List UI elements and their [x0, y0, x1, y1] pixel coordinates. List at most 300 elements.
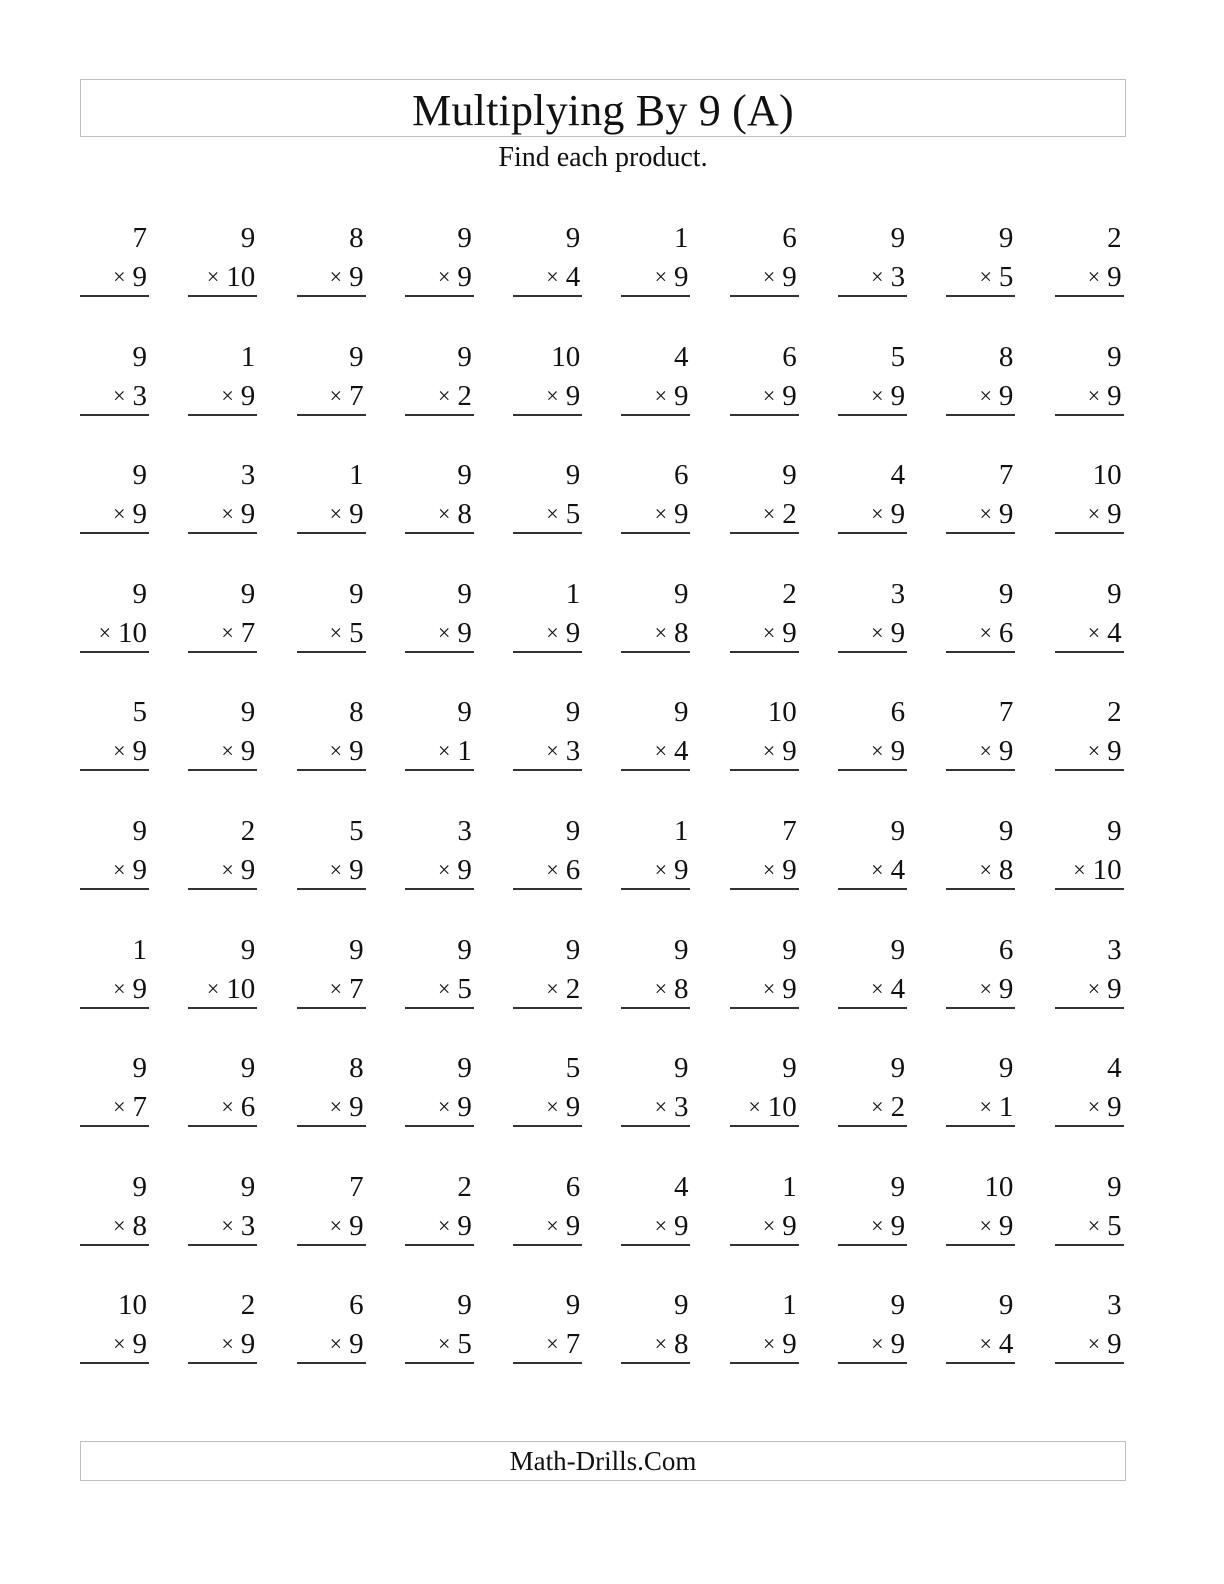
- multiplier: 9: [890, 498, 906, 531]
- multiplier: 9: [1107, 379, 1122, 412]
- answer-line: [513, 1244, 582, 1246]
- multiplicand: 6: [890, 696, 906, 729]
- multiplicand: 6: [565, 1170, 581, 1203]
- multiplier-line: [438, 1093, 472, 1122]
- multiply-sign-icon: ×: [437, 1094, 451, 1120]
- multiplicand: 9: [890, 1170, 906, 1203]
- multiplicand: 2: [457, 1170, 472, 1203]
- problem-item: [1055, 692, 1124, 810]
- problem-item: [621, 455, 690, 573]
- multiplicand: 1: [240, 340, 256, 373]
- answer-line: [297, 888, 366, 890]
- multiplicand: 9: [240, 577, 256, 610]
- multiplier-line: [748, 1093, 796, 1122]
- multiplier-line: [979, 1093, 1013, 1122]
- multiply-sign-icon: ×: [437, 1212, 451, 1238]
- answer-line: [297, 1125, 366, 1127]
- answer-line: [513, 295, 582, 297]
- multiplier-line: [546, 737, 580, 766]
- multiply-sign-icon: ×: [329, 738, 343, 764]
- multiplier: 9: [998, 379, 1014, 412]
- answer-line: [1055, 1362, 1124, 1364]
- multiply-sign-icon: ×: [762, 264, 776, 289]
- answer-line: [297, 651, 366, 653]
- answer-line: [946, 1244, 1015, 1246]
- multiply-sign-icon: ×: [1087, 501, 1101, 527]
- answer-line: [730, 888, 799, 890]
- multiplier: 9: [565, 1209, 581, 1242]
- multiplicand: 9: [890, 933, 906, 966]
- problem-item: [730, 574, 799, 692]
- multiply-sign-icon: ×: [1087, 1212, 1101, 1238]
- problem-item: [730, 930, 799, 1048]
- multiplier: 9: [1107, 261, 1122, 293]
- answer-line: [80, 414, 149, 416]
- multiplicand: 9: [890, 814, 906, 847]
- multiplier-line: [1087, 379, 1122, 412]
- answer-line: [621, 1362, 690, 1364]
- multiplicand: 9: [890, 222, 906, 254]
- multiplier-line: [329, 379, 364, 412]
- multiplier-line: [655, 1093, 689, 1122]
- multiplier-line: [330, 1330, 364, 1359]
- problem-item: [621, 1167, 690, 1285]
- problem-item: [297, 1048, 366, 1166]
- multiplier: 5: [998, 261, 1014, 293]
- multiplier: 9: [132, 261, 147, 293]
- multiply-sign-icon: ×: [113, 382, 126, 408]
- multiplier: 9: [998, 735, 1014, 768]
- multiplicand: 2: [1107, 222, 1122, 254]
- multiplier: 9: [673, 853, 689, 886]
- answer-line: [838, 295, 907, 297]
- multiplicand: 9: [565, 222, 581, 254]
- multiplier: 7: [349, 972, 364, 1005]
- multiply-sign-icon: ×: [871, 856, 884, 882]
- multiplier: 5: [1107, 1209, 1122, 1242]
- multiplier: 9: [782, 735, 797, 768]
- answer-line: [405, 651, 474, 653]
- problem-item: [1055, 218, 1124, 336]
- multiplicand: 1: [132, 933, 147, 966]
- multiplier: 3: [673, 1091, 689, 1124]
- multiplicand: 9: [1107, 814, 1122, 847]
- problem-item: [405, 574, 474, 692]
- multiplier-line: [207, 263, 255, 292]
- problem-item: [188, 1285, 257, 1403]
- multiplier-line: [654, 616, 689, 649]
- multiplier: 3: [565, 735, 581, 768]
- problem-item: [838, 1048, 907, 1166]
- multiplier: 9: [565, 616, 581, 649]
- multiplier: 8: [673, 1328, 689, 1361]
- answer-line: [513, 888, 582, 890]
- answer-line: [405, 1362, 474, 1364]
- multiplicand: 10: [984, 1170, 1014, 1203]
- problem-item: [946, 811, 1015, 929]
- multiply-sign-icon: ×: [762, 501, 776, 527]
- multiplier: 9: [998, 1209, 1014, 1242]
- answer-line: [838, 651, 907, 653]
- answer-line: [188, 1125, 257, 1127]
- multiplicand: 9: [349, 933, 364, 966]
- problem-item: [621, 337, 690, 455]
- multiply-sign-icon: ×: [871, 1212, 884, 1238]
- multiplicand: 1: [673, 814, 689, 847]
- multiply-sign-icon: ×: [113, 856, 126, 882]
- multiplicand: 9: [457, 577, 472, 610]
- answer-line: [730, 295, 799, 297]
- multiplier: 9: [349, 1328, 364, 1361]
- multiply-sign-icon: ×: [871, 1094, 884, 1120]
- multiply-sign-icon: ×: [437, 975, 451, 1001]
- problem-item: [730, 337, 799, 455]
- multiplicand: 9: [998, 222, 1014, 254]
- problem-item: [838, 692, 907, 810]
- multiply-sign-icon: ×: [871, 264, 884, 289]
- multiplicand: 8: [349, 222, 364, 254]
- title-box: [80, 79, 1126, 137]
- multiplier-line: [979, 263, 1013, 292]
- answer-line: [405, 888, 474, 890]
- multiplier-line: [546, 263, 580, 292]
- multiplicand: 1: [782, 1170, 797, 1203]
- multiply-sign-icon: ×: [979, 501, 992, 527]
- answer-line: [80, 769, 149, 771]
- multiplier-line: [655, 737, 689, 766]
- multiplier-line: [979, 737, 1013, 766]
- multiply-sign-icon: ×: [437, 738, 451, 764]
- multiply-sign-icon: ×: [979, 1331, 992, 1357]
- answer-line: [188, 1007, 257, 1009]
- multiplier-line: [329, 1209, 364, 1242]
- answer-line: [188, 769, 257, 771]
- multiplier: 9: [782, 972, 797, 1005]
- multiplier-line: [113, 1330, 147, 1359]
- multiplier-line: [437, 972, 472, 1005]
- answer-line: [405, 769, 474, 771]
- multiplier: 9: [132, 853, 147, 886]
- multiply-sign-icon: ×: [546, 856, 559, 882]
- multiply-sign-icon: ×: [979, 975, 992, 1001]
- problem-item: [297, 218, 366, 336]
- multiplicand: 9: [457, 696, 472, 729]
- multiplicand: 9: [673, 577, 689, 610]
- multiplicand: 1: [782, 1289, 797, 1322]
- multiplier-line: [113, 263, 147, 292]
- multiplicand: 9: [132, 340, 147, 373]
- problem-item: [513, 811, 582, 929]
- problem-item: [297, 1167, 366, 1285]
- multiply-sign-icon: ×: [221, 1094, 234, 1120]
- multiplier: 9: [349, 1209, 364, 1242]
- problem-item: [513, 1285, 582, 1403]
- problem-item: [621, 1285, 690, 1403]
- multiplicand: 3: [1107, 1289, 1122, 1322]
- answer-line: [838, 1244, 907, 1246]
- multiplier: 4: [890, 853, 906, 886]
- problem-item: [621, 811, 690, 929]
- multiplier: 10: [118, 616, 147, 649]
- problem-item: [946, 1167, 1015, 1285]
- multiplier: 9: [1107, 972, 1122, 1005]
- multiply-sign-icon: ×: [762, 975, 776, 1001]
- answer-line: [621, 1007, 690, 1009]
- answer-line: [621, 651, 690, 653]
- multiplier-line: [113, 853, 147, 886]
- answer-line: [1055, 295, 1124, 297]
- answer-line: [621, 295, 690, 297]
- multiplier: 3: [132, 379, 147, 412]
- multiply-sign-icon: ×: [871, 738, 884, 764]
- multiplier-line: [438, 737, 472, 766]
- multiplicand: 9: [132, 459, 147, 492]
- multiplicand: 2: [782, 577, 797, 610]
- answer-line: [946, 769, 1015, 771]
- multiply-sign-icon: ×: [437, 501, 451, 527]
- multiplicand: 9: [673, 1289, 689, 1322]
- multiplicand: 9: [565, 814, 581, 847]
- multiplier: 9: [132, 735, 147, 768]
- multiplier-line: [979, 972, 1014, 1005]
- multiply-sign-icon: ×: [762, 738, 776, 764]
- multiplier: 9: [457, 853, 472, 886]
- multiplier-line: [1088, 1093, 1122, 1122]
- answer-line: [1055, 532, 1124, 534]
- multiplier-line: [1088, 1330, 1122, 1359]
- answer-line: [946, 1125, 1015, 1127]
- multiply-sign-icon: ×: [1087, 1094, 1101, 1120]
- problem-item: [297, 337, 366, 455]
- answer-line: [838, 1362, 907, 1364]
- answer-line: [405, 1244, 474, 1246]
- multiplier: 9: [782, 1328, 797, 1361]
- problem-item: [80, 455, 149, 573]
- multiplier-line: [763, 1330, 797, 1359]
- problem-item: [405, 1048, 474, 1166]
- problem-item: [946, 337, 1015, 455]
- multiplier-line: [1087, 1209, 1122, 1242]
- multiplier: 1: [457, 735, 472, 768]
- problem-item: [1055, 930, 1124, 1048]
- problem-item: [946, 1285, 1015, 1403]
- multiply-sign-icon: ×: [437, 1331, 451, 1357]
- multiplier-line: [330, 737, 364, 766]
- problem-item: [188, 218, 257, 336]
- multiplier-line: [113, 500, 147, 529]
- problem-item: [1055, 574, 1124, 692]
- problem-item: [838, 574, 907, 692]
- multiply-sign-icon: ×: [437, 619, 451, 645]
- problem-item: [80, 218, 149, 336]
- multiplicand: 4: [673, 1170, 689, 1203]
- multiplier-line: [113, 1209, 147, 1242]
- multiplicand: 9: [240, 1170, 256, 1203]
- answer-line: [513, 1007, 582, 1009]
- multiplier-line: [546, 1330, 580, 1359]
- page-title: Multiplying By 9 (A): [412, 86, 794, 135]
- multiply-sign-icon: ×: [748, 1094, 761, 1120]
- answer-line: [513, 414, 582, 416]
- answer-line: [513, 769, 582, 771]
- answer-line: [297, 1362, 366, 1364]
- answer-line: [188, 532, 257, 534]
- multiplier-line: [979, 379, 1014, 412]
- answer-line: [513, 1362, 582, 1364]
- multiplicand: 5: [890, 340, 906, 373]
- problem-item: [80, 1285, 149, 1403]
- multiply-sign-icon: ×: [546, 619, 559, 645]
- multiplicand: 10: [1092, 459, 1122, 492]
- problem-item: [188, 337, 257, 455]
- multiply-sign-icon: ×: [762, 382, 776, 408]
- multiplier-line: [206, 972, 256, 1005]
- problem-item: [297, 574, 366, 692]
- multiplier: 9: [565, 379, 581, 412]
- problem-item: [405, 1285, 474, 1403]
- multiply-sign-icon: ×: [206, 975, 220, 1001]
- multiply-sign-icon: ×: [546, 1094, 559, 1120]
- answer-line: [80, 1362, 149, 1364]
- multiply-sign-icon: ×: [762, 1331, 776, 1357]
- multiply-sign-icon: ×: [979, 1094, 992, 1120]
- instructions: Find each product.: [498, 142, 708, 173]
- multiplier: 9: [240, 853, 256, 886]
- answer-line: [946, 295, 1015, 297]
- multiplier: 5: [457, 1328, 472, 1361]
- multiplier-line: [871, 853, 906, 886]
- multiply-sign-icon: ×: [979, 264, 992, 289]
- multiplicand: 9: [457, 1289, 472, 1322]
- multiplicand: 9: [349, 577, 364, 610]
- problem-item: [405, 930, 474, 1048]
- multiply-sign-icon: ×: [654, 382, 667, 408]
- problem-item: [297, 455, 366, 573]
- multiplicand: 6: [782, 340, 797, 373]
- multiplicand: 9: [673, 1052, 689, 1085]
- multiply-sign-icon: ×: [113, 738, 126, 764]
- answer-line: [730, 532, 799, 534]
- multiplier: 9: [782, 1209, 797, 1242]
- problem-item: [513, 337, 582, 455]
- multiplier-line: [871, 616, 906, 649]
- problem-item: [1055, 1285, 1124, 1403]
- multiplier: 4: [673, 735, 689, 768]
- problem-item: [621, 692, 690, 810]
- multiplier-line: [546, 972, 581, 1005]
- multiplier: 9: [565, 1091, 581, 1124]
- multiplicand: 8: [349, 1052, 364, 1085]
- multiply-sign-icon: ×: [221, 619, 234, 645]
- multiplier: 9: [673, 379, 689, 412]
- multiplier-line: [763, 737, 797, 766]
- multiplicand: 9: [240, 696, 256, 729]
- multiplicand: 1: [565, 577, 581, 610]
- multiplier: 6: [240, 1091, 256, 1124]
- multiply-sign-icon: ×: [98, 619, 111, 645]
- multiplier-line: [221, 616, 256, 649]
- problem-item: [730, 1048, 799, 1166]
- multiplier: 10: [226, 972, 256, 1005]
- answer-line: [80, 651, 149, 653]
- answer-line: [1055, 1244, 1124, 1246]
- problem-item: [621, 930, 690, 1048]
- multiplier: 9: [457, 616, 472, 649]
- answer-line: [188, 295, 257, 297]
- multiplier-line: [654, 972, 689, 1005]
- multiplier: 9: [890, 379, 906, 412]
- problem-item: [188, 811, 257, 929]
- answer-line: [838, 1007, 907, 1009]
- problem-item: [1055, 455, 1124, 573]
- multiply-sign-icon: ×: [762, 1212, 776, 1238]
- multiplicand: 6: [998, 933, 1014, 966]
- multiplicand: 9: [782, 933, 797, 966]
- multiply-sign-icon: ×: [221, 856, 234, 882]
- multiplier: 6: [565, 853, 581, 886]
- multiply-sign-icon: ×: [329, 501, 343, 527]
- multiplier-line: [221, 853, 256, 886]
- multiplier-line: [330, 500, 364, 529]
- problem-item: [513, 692, 582, 810]
- multiply-sign-icon: ×: [221, 1331, 234, 1357]
- multiplicand: 9: [782, 459, 797, 492]
- problem-item: [297, 692, 366, 810]
- multiplicand: 9: [565, 459, 581, 492]
- multiplier: 6: [998, 616, 1014, 649]
- multiplicand: 9: [998, 1052, 1014, 1085]
- multiply-sign-icon: ×: [329, 1212, 343, 1238]
- multiplier-line: [546, 1093, 580, 1122]
- multiplier-line: [546, 853, 581, 886]
- multiplier-line: [330, 263, 364, 292]
- multiplicand: 9: [1107, 577, 1122, 610]
- answer-line: [946, 888, 1015, 890]
- problem-item: [188, 1048, 257, 1166]
- multiplier: 9: [132, 1328, 147, 1361]
- multiplier: 8: [457, 498, 472, 531]
- multiplicand: 9: [349, 340, 364, 373]
- multiplier-line: [871, 500, 905, 529]
- multiplicand: 9: [457, 933, 472, 966]
- multiplicand: 7: [782, 814, 797, 847]
- multiplier-line: [437, 853, 472, 886]
- footer-brand: Math-Drills.Com: [509, 1445, 697, 1476]
- multiply-sign-icon: ×: [329, 264, 343, 289]
- multiplicand: 6: [782, 222, 797, 254]
- answer-line: [1055, 1007, 1124, 1009]
- multiplicand: 9: [998, 814, 1014, 847]
- answer-line: [297, 769, 366, 771]
- multiplier: 9: [998, 972, 1014, 1005]
- multiplier: 4: [565, 261, 581, 293]
- problem-item: [188, 1167, 257, 1285]
- multiplier-line: [1087, 972, 1122, 1005]
- problem-item: [1055, 811, 1124, 929]
- multiply-sign-icon: ×: [113, 1212, 126, 1238]
- problem-item: [405, 1167, 474, 1285]
- multiply-sign-icon: ×: [654, 264, 667, 289]
- multiplier-line: [438, 263, 472, 292]
- multiplicand: 4: [890, 459, 906, 492]
- multiply-sign-icon: ×: [1087, 619, 1101, 645]
- problem-item: [80, 930, 149, 1048]
- multiplier-line: [763, 263, 797, 292]
- multiplier-line: [871, 972, 906, 1005]
- answer-line: [513, 1125, 582, 1127]
- multiplier-line: [221, 1330, 255, 1359]
- problem-item: [297, 930, 366, 1048]
